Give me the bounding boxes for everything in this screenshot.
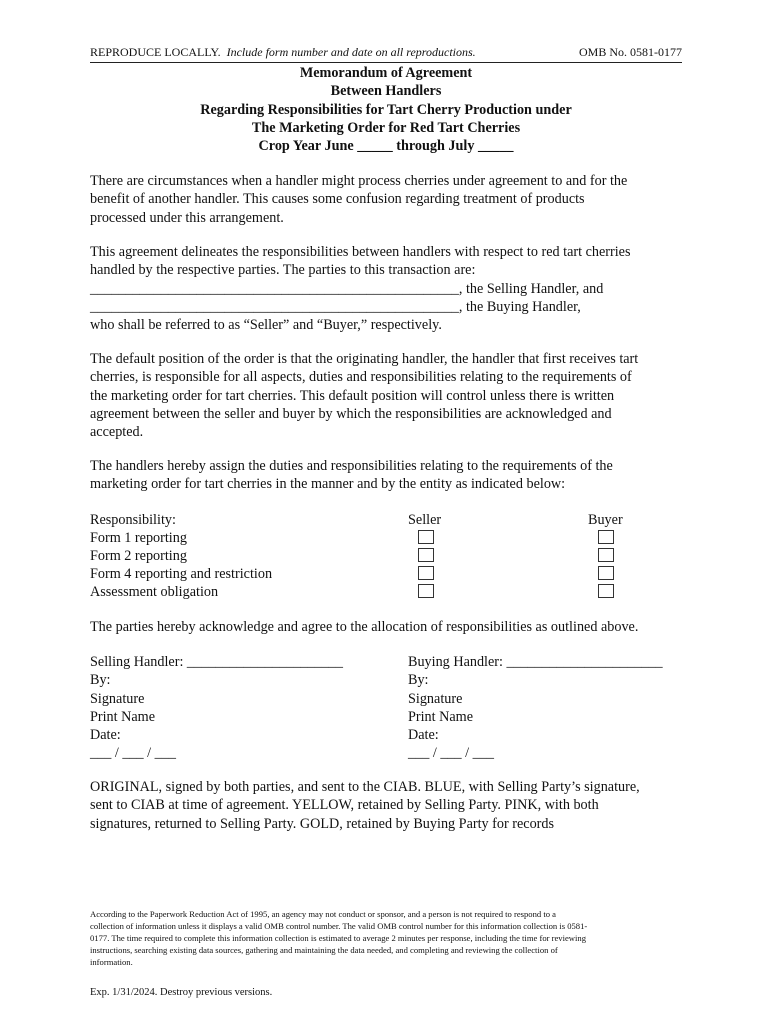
text-line: agreement between the seller and buyer by which the responsibilities are acknowledged and: [90, 405, 612, 422]
title-line: Between Handlers: [330, 83, 442, 100]
text-line: This agreement delineates the responsibilities between handlers with respect to red tart cherries: [90, 244, 631, 260]
responsibility-item: Form 2 reporting: [90, 548, 187, 564]
text-line: processed under this arrangement.: [90, 209, 284, 226]
seller-column-header: Seller: [408, 512, 442, 528]
reproduce-label: REPRODUCE LOCALLY.: [90, 45, 221, 59]
text-line: the marketing order for tart cherries. This default position will control unless there is written: [90, 387, 615, 404]
text-line: sent to CIAB at time of agreement. YELLOW, retained by Selling Party. PINK, with both: [90, 797, 599, 814]
document-title: [90, 64, 682, 155]
buyer-assessment-checkbox[interactable]: [598, 584, 614, 598]
reproduce-note: [90, 45, 476, 60]
title-line: Regarding Responsibilities for Tart Cherry Production under: [200, 101, 572, 118]
seller-date-field[interactable]: ___ / ___ / ___: [90, 745, 176, 762]
selling-handler-block: [90, 653, 390, 763]
default-position-paragraph: [90, 350, 690, 441]
buyer-signature-label: Signature: [408, 690, 463, 707]
seller-form4-checkbox[interactable]: [418, 566, 434, 580]
buyer-date-label: Date:: [408, 727, 439, 744]
buyer-by-label: By:: [408, 672, 429, 689]
buyer-print-name-label: Print Name: [408, 708, 474, 725]
responsibility-item: Form 4 reporting and restriction: [90, 566, 273, 582]
seller-signature-label: Signature: [90, 690, 145, 707]
text-line: There are circumstances when a handler might process cherries under agreement to and for the: [90, 173, 628, 189]
buyer-form2-checkbox[interactable]: [598, 548, 614, 562]
seller-print-name-label: Print Name: [90, 708, 156, 725]
form-header: [90, 45, 682, 63]
title-line: Memorandum of Agreement: [299, 65, 473, 81]
responsibility-table: [90, 511, 690, 601]
seller-by-label: By:: [90, 672, 111, 689]
footnote-line: According to the Paperwork Reduction Act of 1995, an agency may not conduct or sponsor, and a person is not required to respond to a: [90, 909, 556, 919]
expiration-note: Exp. 1/31/2024. Destroy previous versions.: [90, 987, 273, 998]
responsibility-item: Form 1 reporting: [90, 530, 187, 546]
text-line: signatures, returned to Selling Party. GOLD, retained by Buying Party for records: [90, 815, 555, 832]
buyer-form1-checkbox[interactable]: [598, 530, 614, 544]
parties-paragraph: [90, 243, 690, 334]
title-line: Crop Year June _____ through July _____: [258, 138, 514, 155]
footnote-line: information.: [90, 957, 133, 967]
selling-handler-blank[interactable]: ____________________________________________________, the Selling Handler, and: [90, 280, 604, 297]
seller-date-label: Date:: [90, 727, 121, 744]
seller-assessment-checkbox[interactable]: [418, 584, 434, 598]
intro-paragraph: [90, 172, 690, 227]
buyer-form4-checkbox[interactable]: [598, 566, 614, 580]
omb-number: OMB No. 0581-0177: [578, 45, 682, 59]
text-line: who shall be referred to as “Seller” and “Buyer,” respectively.: [90, 317, 442, 334]
text-line: The default position of the order is that the originating handler, the handler that first receives tart: [90, 351, 639, 367]
paperwork-reduction-notice: [90, 908, 680, 968]
text-line: benefit of another handler. This causes some confusion regarding treatment of products: [90, 191, 585, 208]
buyer-column-header: Buyer: [588, 512, 623, 528]
text-line: marketing order for tart cherries in the manner and by the entity as indicated below:: [90, 476, 566, 493]
title-line: The Marketing Order for Red Tart Cherries: [251, 119, 521, 136]
text-line: The handlers hereby assign the duties and responsibilities relating to the requirements of the: [90, 458, 613, 474]
buying-handler-blank[interactable]: ____________________________________________________, the Buying Handler,: [90, 298, 581, 315]
buyer-date-field[interactable]: ___ / ___ / ___: [408, 745, 494, 762]
footnote-line: instructions, searching existing data sources, gathering and maintaining the data needed, and completing and reviewing the collection of: [90, 945, 558, 955]
text-line: ORIGINAL, signed by both parties, and sent to the CIAB. BLUE, with Selling Party’s signature,: [90, 779, 640, 795]
footnote-line: 0177. The time required to complete this information collection is estimated to average 2 minutes per response, including the time for reviewing: [90, 933, 586, 943]
seller-form1-checkbox[interactable]: [418, 530, 434, 544]
assignment-paragraph: [90, 457, 690, 494]
buying-handler-block: [408, 653, 698, 763]
footnote-line: collection of information unless it displays a valid OMB control number. The valid OMB control number for this information collection is 0581-: [90, 921, 588, 931]
seller-form2-checkbox[interactable]: [418, 548, 434, 562]
include-note: Include form number and date on all reproductions.: [226, 45, 476, 59]
responsibility-header: Responsibility:: [90, 512, 176, 528]
selling-handler-field[interactable]: Selling Handler: ______________________: [90, 654, 343, 670]
distribution-instructions: [90, 778, 690, 833]
text-line: cherries, is responsible for all aspects, duties and responsibilities relating to the requirements of: [90, 369, 632, 386]
buying-handler-field[interactable]: Buying Handler: ______________________: [408, 654, 663, 670]
text-line: accepted.: [90, 424, 144, 441]
text-line: handled by the respective parties. The parties to this transaction are:: [90, 262, 476, 279]
acknowledgement: The parties hereby acknowledge and agree to the allocation of responsibilities as outlined above.: [90, 619, 639, 635]
responsibility-item: Assessment obligation: [90, 584, 219, 600]
